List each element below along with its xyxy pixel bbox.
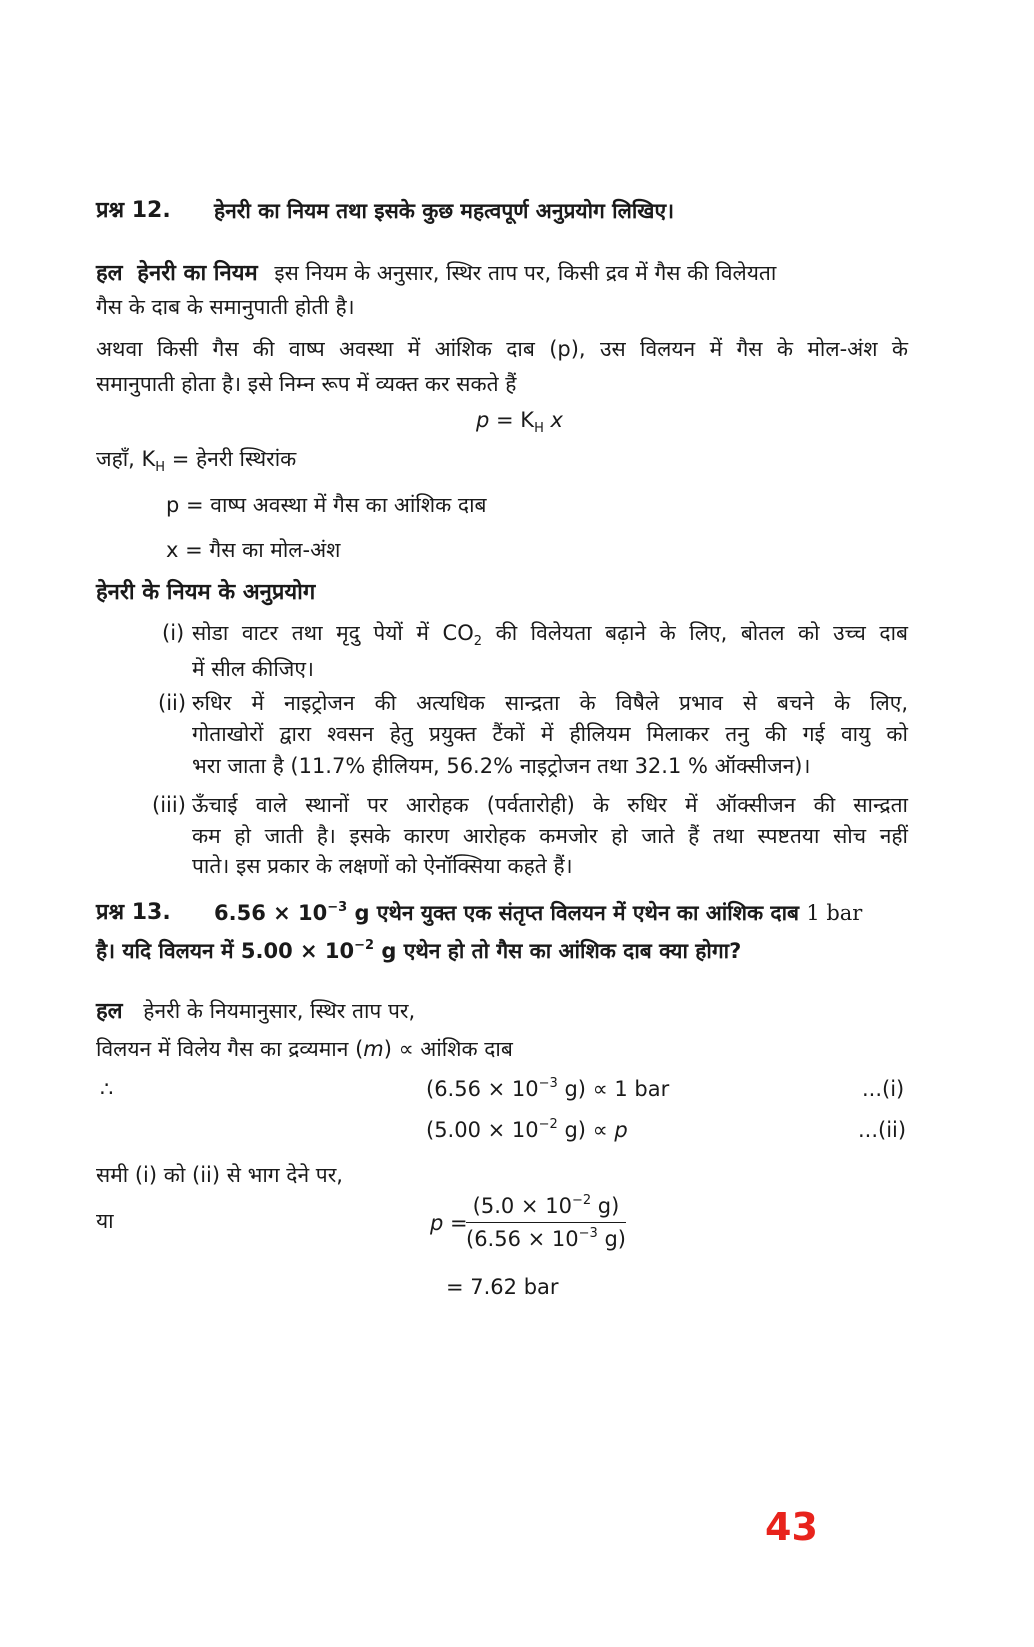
therefore-symbol: ∴ [100,1077,114,1101]
frac-p: p [430,1211,444,1235]
q13-pressure: 1 bar [806,901,863,925]
eq2-b: g) ∝ [557,1118,615,1142]
solution-13-label: हल [96,999,123,1024]
application-2-line-3: भरा जाता है (11.7% हीलियम, 56.2% नाइट्रोजन तथा 32.1 % ऑक्सीजन)। [192,754,811,778]
where-p: p = वाष्प अवस्था में गैस का आंशिक दाब [166,493,487,517]
page-number: 43 [765,1505,818,1549]
question-12-text: हेनरी का नियम तथा इसके कुछ महत्वपूर्ण अनुप्रयोग लिखिए। [214,199,675,223]
application-1-number: (i) [162,621,185,645]
sol13-m: m [363,1037,384,1061]
equation-1 [426,1074,669,1104]
application-3-line-2: कम हो जाती है। इसके कारण आरोहक कमजोर हो जाते हैं तथा स्पष्टतया सोच नहीं [192,824,908,848]
den-exp: −3 [578,1226,598,1241]
equation-1-tag: ...(i) [862,1077,905,1101]
q13-exp-1: −3 [327,900,348,915]
ya-label: या [96,1209,114,1233]
eq1-a: (6.56 × 10 [426,1077,539,1101]
fraction-lhs [430,1208,468,1238]
eq-p: p [476,408,490,432]
where-x: x = गैस का मोल-अंश [166,538,341,562]
question-13-line-1 [214,898,862,928]
question-13-label: प्रश्न 13. [96,900,171,925]
q13-text-2: g एथेन हो तो गैस का आंशिक दाब क्या होगा? [374,939,742,963]
app1-text-a: सोडा वाटर तथा मृदु पेयों में CO [192,621,474,645]
where-kh [96,444,296,474]
application-3-number: (iii) [152,793,186,817]
applications-heading: हेनरी के नियम के अनुप्रयोग [96,580,316,605]
q13-mass-1: 6.56 × 10 [214,901,328,925]
q13-text-1: g एथेन युक्त एक संतृप्त विलयन में एथेन का आंशिक दाब [347,901,807,925]
den-a: (6.56 × 10 [466,1227,579,1251]
den-b: g) [597,1227,626,1251]
fraction-denominator [466,1223,626,1253]
q13-exp-2: −2 [354,938,375,953]
eq-kh: = K [489,408,535,432]
eq-x: x [543,408,563,432]
solution-label: हल [96,261,123,286]
application-1-line-1 [192,618,908,648]
divide-statement: समी (i) को (ii) से भाग देने पर, [96,1163,343,1187]
where-kh-sub: H [155,460,166,475]
question-12-label: प्रश्न 12. [96,198,171,223]
num-b: g) [591,1194,620,1218]
num-a: (5.0 × 10 [472,1194,572,1218]
application-3-line-3: पाते। इस प्रकार के लक्षणों को ऐनॉक्सिया कहते हैं। [192,854,573,878]
solution-12-line-1 [96,258,908,289]
henry-law-statement: इस नियम के अनुसार, स्थिर ताप पर, किसी द्रव में गैस की विलेयता [274,261,777,285]
num-exp: −2 [571,1193,592,1208]
equation-2-tag: ...(ii) [858,1118,907,1142]
eq1-exp: −3 [538,1076,558,1091]
fraction [466,1192,626,1253]
application-2-line-1: रुधिर में नाइट्रोजन की अत्यधिक सान्द्रता के विषैले प्रभाव से बचने के लिए, [192,691,908,715]
application-3-line-1: ऊँचाई वाले स्थानों पर आरोहक (पर्वतारोही) के रुधिर में ऑक्सीजन की सान्द्रता [192,793,908,817]
q13-mass-2: है। यदि विलयन में 5.00 × 10 [96,939,355,963]
app1-sub: 2 [473,634,483,649]
solution-13-line-1 [96,996,415,1027]
solution-13-line-2 [96,1034,513,1064]
fraction-numerator [466,1192,626,1223]
app1-text-b: की विलेयता बढ़ाने के लिए, बोतल को उच्च दाब [482,621,909,645]
solution-12-line-2: गैस के दाब के समानुपाती होती है। [96,295,355,319]
result: = 7.62 bar [446,1275,559,1299]
sol13-line2-a: विलयन में विलेय गैस का द्रव्यमान ( [96,1037,364,1061]
solution-12-line-4: समानुपाती होता है। इसे निम्न रूप में व्यक्त कर सकते हैं [96,372,517,396]
application-1-line-2: में सील कीजिए। [192,657,314,681]
eq2-a: (5.00 × 10 [426,1118,539,1142]
henry-law-title: हेनरी का नियम [137,261,258,286]
where-prefix: जहाँ, K [96,447,156,471]
frac-eq: = [443,1211,468,1235]
eq2-p: p [614,1118,628,1142]
solution-13-text: हेनरी के नियमानुसार, स्थिर ताप पर, [143,999,416,1023]
application-2-number: (ii) [158,691,187,715]
where-kh-text: = हेनरी स्थिरांक [165,447,297,471]
eq2-exp: −2 [538,1117,558,1132]
equation-2 [426,1115,628,1145]
eq1-b: g) ∝ 1 bar [557,1077,670,1101]
eq-kh-sub: H [534,421,544,436]
sol13-line2-b: ) ∝ आंशिक दाब [383,1037,513,1061]
henry-equation [476,405,563,435]
question-13-line-2 [96,936,741,966]
solution-12-line-3: अथवा किसी गैस की वाष्प अवस्था में आंशिक दाब (p), उस विलयन में गैस के मोल-अंश के [96,337,908,361]
application-2-line-2: गोताखोरों द्वारा श्वसन हेतु प्रयुक्त टैंकों में हीलियम मिलाकर तनु की गई वायु को [192,722,908,746]
